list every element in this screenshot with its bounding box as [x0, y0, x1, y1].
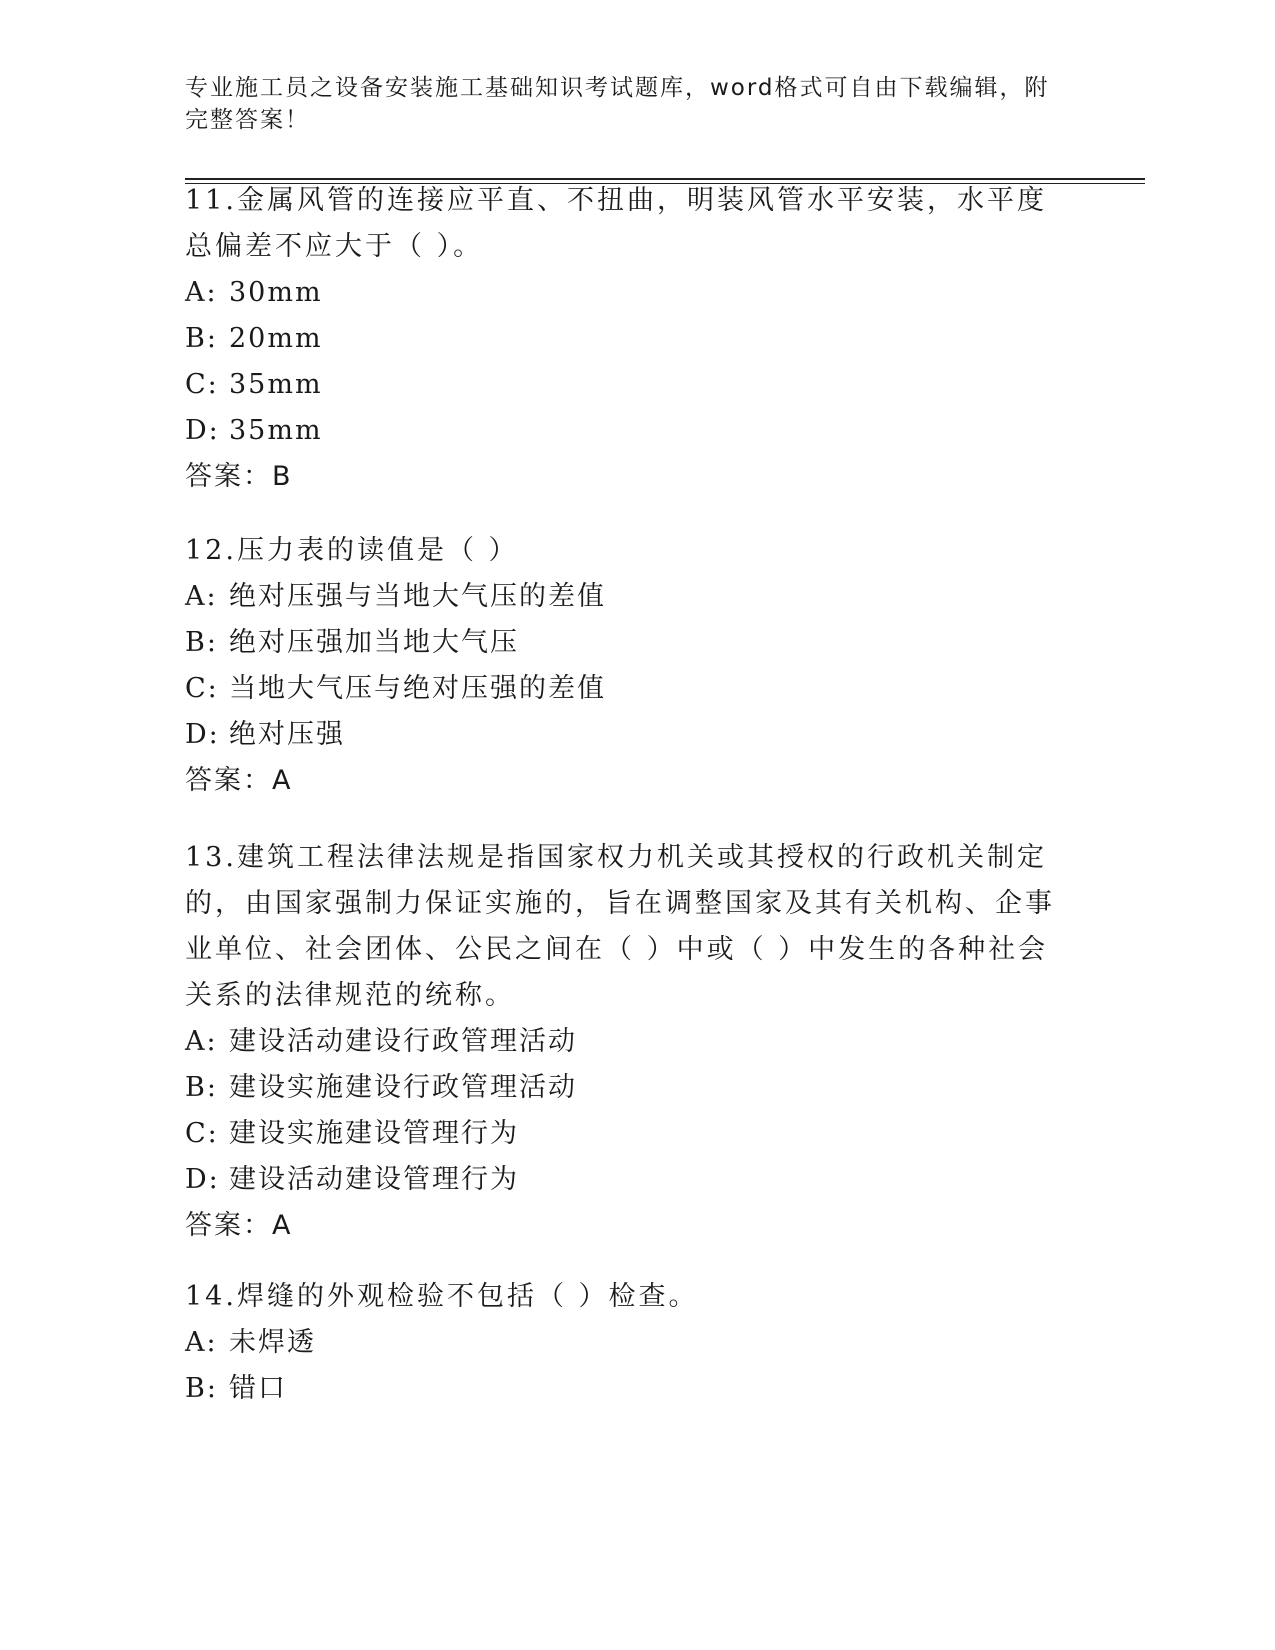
option-text: 绝对压强与当地大气压的差值: [229, 581, 606, 612]
option-b: [185, 1366, 1075, 1412]
answer-line: 答案：A: [185, 1210, 293, 1241]
option-text: 绝对压强: [229, 719, 345, 750]
option-d: [185, 1157, 1075, 1203]
option-text: 错口: [229, 1373, 287, 1404]
option-d: [185, 408, 1075, 454]
option-c: [185, 666, 1075, 712]
option-text: 未焊透: [229, 1327, 316, 1358]
option-text: 建设活动建设管理行为: [229, 1164, 519, 1195]
option-letter: C:: [185, 673, 219, 704]
answer-line: 答案：B: [185, 461, 293, 492]
option-letter: A:: [185, 1327, 218, 1358]
option-letter: A:: [185, 1026, 218, 1057]
option-text: 30mm: [229, 277, 323, 308]
question-11: [185, 178, 1075, 500]
option-letter: B:: [185, 1373, 218, 1404]
option-d: [185, 712, 1075, 758]
option-a: [185, 574, 1075, 620]
option-letter: B:: [185, 1072, 218, 1103]
question-text: 12.压力表的读值是（ ）: [185, 535, 519, 566]
option-letter: C:: [185, 369, 219, 400]
option-text: 当地大气压与绝对压强的差值: [229, 673, 606, 704]
question-text: 11.金属风管的连接应平直、不扭曲，明装风管水平安装，水平度总偏差不应大于（ ）。: [185, 185, 1047, 262]
option-letter: D:: [185, 719, 220, 750]
option-letter: C:: [185, 1118, 219, 1149]
option-c: [185, 1111, 1075, 1157]
option-text: 建设活动建设行政管理活动: [229, 1026, 577, 1057]
option-text: 35mm: [229, 369, 323, 400]
option-c: [185, 362, 1075, 408]
option-b: [185, 620, 1075, 666]
question-14: [185, 1274, 1075, 1412]
option-letter: A:: [185, 581, 218, 612]
option-text: 35mm: [229, 415, 323, 446]
option-text: 建设实施建设行政管理活动: [229, 1072, 577, 1103]
question-13: [185, 835, 1075, 1249]
option-a: [185, 270, 1075, 316]
question-12: [185, 528, 1075, 804]
option-b: [185, 316, 1075, 362]
question-text: 14.焊缝的外观检验不包括（ ）检查。: [185, 1281, 699, 1312]
question-text: 13.建筑工程法律法规是指国家权力机关或其授权的行政机关制定的，由国家强制力保证实施的，旨在调整国家及其有关机构、企事业单位、社会团体、公民之间在（ ）中或（ ）中发生的各种社会关系的法律规范的统称。: [185, 842, 1055, 1011]
option-text: 建设实施建设管理行为: [229, 1118, 519, 1149]
option-letter: D:: [185, 1164, 220, 1195]
answer-line: 答案：A: [185, 765, 293, 796]
option-a: [185, 1019, 1075, 1065]
option-letter: D:: [185, 415, 220, 446]
option-letter: A:: [185, 277, 218, 308]
option-text: 绝对压强加当地大气压: [229, 627, 519, 658]
option-letter: B:: [185, 627, 218, 658]
option-text: 20mm: [229, 323, 323, 354]
document-intro: 专业施工员之设备安装施工基础知识考试题库，word格式可自由下载编辑，附完整答案！: [185, 75, 1050, 133]
option-letter: B:: [185, 323, 218, 354]
option-a: [185, 1320, 1075, 1366]
option-b: [185, 1065, 1075, 1111]
